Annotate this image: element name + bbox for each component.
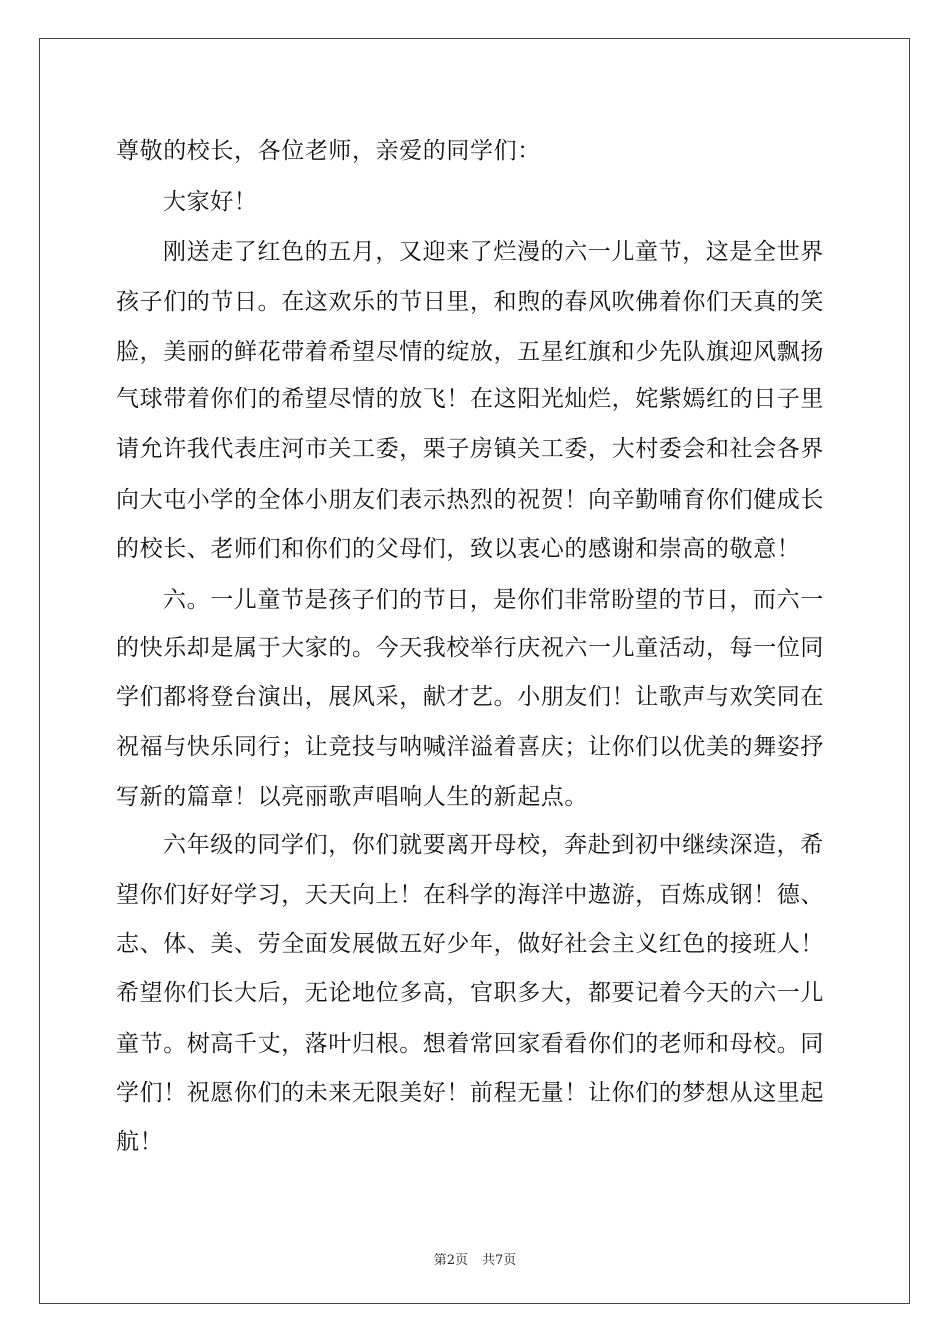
- paragraph-1-line-5: 请允许我代表庄河市关工委，栗子房镇关工委，大村委会和社会各界: [116, 436, 824, 462]
- page-number: 第2页: [433, 1253, 468, 1268]
- paragraph-3-line-3: 志、体、美、劳全面发展做五好少年，做好社会主义红色的接班人！: [116, 931, 824, 957]
- salutation-line: 尊敬的校长，各位老师，亲爱的同学们：: [116, 138, 541, 164]
- paragraph-3-line-5: 童节。树高千丈，落叶归根。想着常回家看看你们的老师和母校。同: [116, 1031, 824, 1057]
- paragraph-3-line-7: 航！: [116, 1129, 164, 1155]
- paragraph-1-line-6: 向大屯小学的全体小朋友们表示热烈的祝贺！向辛勤哺育你们健成长: [116, 487, 824, 513]
- paragraph-1-line-2: 孩子们的节日。在这欢乐的节日里，和煦的春风吹佛着你们天真的笑: [116, 289, 824, 315]
- paragraph-3-line-1: 六年级的同学们，你们就要离开母校，奔赴到初中继续深造，希: [163, 832, 824, 858]
- paragraph-1-line-1: 刚送走了红色的五月，又迎来了烂漫的六一儿童节，这是全世界: [163, 239, 824, 265]
- paragraph-3-line-4: 希望你们长大后，无论地位多高，官职多大，都要记着今天的六一儿: [116, 980, 824, 1006]
- paragraph-1-line-4: 气球带着你们的希望尽情的放飞！在这阳光灿烂，姹紫嫣红的日子里: [116, 386, 824, 412]
- paragraph-2-line-4: 祝福与快乐同行；让竞技与呐喊洋溢着喜庆；让你们以优美的舞姿抒: [116, 734, 824, 760]
- paragraph-2-line-5: 写新的篇章！以亮丽歌声唱响人生的新起点。: [116, 784, 588, 810]
- paragraph-1-line-3: 脸，美丽的鲜花带着希望尽情的绽放，五星红旗和少先队旗迎风飘扬: [116, 339, 824, 365]
- paragraph-2-line-2: 的快乐却是属于大家的。今天我校举行庆祝六一儿童活动，每一位同: [116, 635, 824, 661]
- paragraph-1-line-7: 的校长、老师们和你们的父母们，致以衷心的感谢和崇高的敬意！: [116, 536, 801, 562]
- greeting-line: 大家好！: [163, 189, 258, 215]
- page-total: 共7页: [482, 1253, 517, 1268]
- paragraph-2-line-3: 学们都将登台演出，展风采，献才艺。小朋友们！让歌声与欢笑同在: [116, 684, 824, 710]
- page-footer: [0, 1249, 950, 1268]
- paragraph-3-line-2: 望你们好好学习，天天向上！在科学的海洋中遨游，百炼成钢！德、: [116, 882, 824, 908]
- paragraph-3-line-6: 学们！祝愿你们的未来无限美好！前程无量！让你们的梦想从这里起: [116, 1080, 824, 1106]
- page-border: [39, 38, 910, 1304]
- paragraph-2-line-1: 六。一儿童节是孩子们的节日，是你们非常盼望的节日，而六一: [163, 587, 824, 613]
